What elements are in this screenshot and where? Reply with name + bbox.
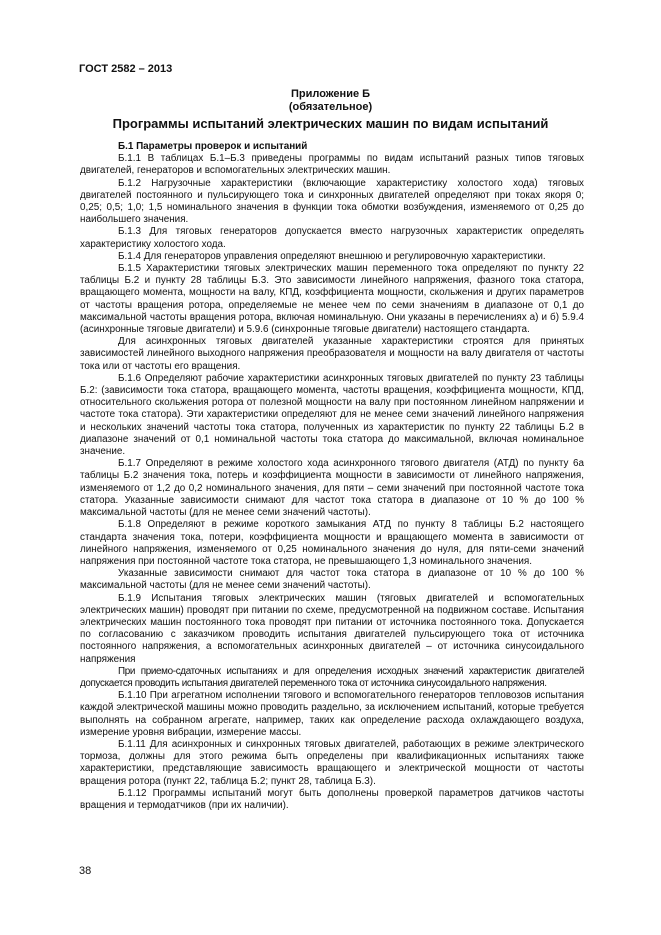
paragraph-b-1-9-note: При приемо-сдаточных испытаниях и для определения исходных значений характеристик двигателей допускается проводить испытания двигателей переменного тока от источника синусоидального напряжения. (80, 665, 584, 689)
paragraph-b-1-8: Б.1.8 Определяют в режиме короткого замыкания АТД по пункту 8 таблицы Б.2 настоящего стандарта значения тока, потери, коэффициента мощности и вращающего момента в зависимости от линейного напряжения, изменяемого от 0,25 номинального значения до нуля, для пяти-семи значений напряжения при постоянной частоте тока статора, не превышающего 1,3 номинального значения. (80, 519, 584, 567)
paragraph-b-1-3: Б.1.3 Для тяговых генераторов допускается вместо нагрузочных характеристик определять характеристику холостого хода. (80, 226, 584, 250)
page-number: 38 (79, 865, 92, 877)
paragraph-b-1-9: Б.1.9 Испытания тяговых электрических машин (тяговых двигателей и вспомогательных электрических машин) проводят при питании по схеме, предусмотренной на подвижном составе. Испытания электрических машин постоянного тока проводят при питании от источника постоянного тока. Допускается по согласованию с заказчиком проводить испытания двигателей пульсирующего тока от источника постоянного напряжения, а вспомогательных асинхронных двигателей – от источника синусоидального напряжения (80, 592, 584, 665)
appendix-status: (обязательное) (288, 101, 373, 113)
paragraph-b-1-8-note: Указанные зависимости снимают для частот тока статора в диапазоне от 10 % до 100 % максимальной частоты (для не менее семи значений частоты). (80, 568, 584, 592)
document-body (80, 141, 584, 812)
paragraph-b-1-12: Б.1.12 Программы испытаний могут быть дополнены проверкой параметров датчиков частоты вращения и термодатчиков (при их наличии). (80, 787, 584, 811)
appendix-label: Приложение Б (290, 88, 371, 100)
paragraph-b-1-10: Б.1.10 При агрегатном исполнении тягового и вспомогательного генераторов тепловозов испытания каждой электрической машины можно проводить раздельно, за исключением испытаний, которые требуется выполнять на собранном агрегате, например, таких как определение расхода охлаждающего воздуха, измерение уровня вибрации, измерение массы. (80, 690, 584, 738)
paragraph-b-1-4: Б.1.4 Для генераторов управления определяют внешнюю и регулировочную характеристики. (118, 250, 546, 262)
paragraph-b-1-5-note: Для асинхронных тяговых двигателей указанные характеристики строятся для принятых зависимостей линейного выходного напряжения преобразователя и мощности на валу двигателя от частоты тока или от частоты его вращения. (80, 336, 584, 372)
paragraph-b-1-2: Б.1.2 Нагрузочные характеристики (включающие характеристику холостого хода) тяговых двигателей постоянного и пульсирующего тока и синхронных двигателей определяют при токах якоря 0; 0,25; 0,5; 1,0; 1,5 номинального значения в функции тока обмотки возбуждения, изменяемого от 0,25 до наибольшего значения. (80, 177, 584, 226)
paragraph-b-1-11: Б.1.11 Для асинхронных и синхронных тяговых двигателей, работающих в режиме электрического тормоза, должны для этого режима быть определены при квалификационных испытаниях также характеристики, представляющие зависимость вращающего и электрической мощности от частоты вращения ротора (пункт 22, таблица Б.2; пункт 28, таблица Б.3). (80, 738, 584, 787)
standard-designation: ГОСТ 2582 – 2013 (79, 63, 173, 75)
paragraph-b-1-6: Б.1.6 Определяют рабочие характеристики асинхронных тяговых двигателей по пункту 23 таблицы Б.2: (зависимости тока статора, вращающего момента, частоты вращения, коэффициента мощности, КПД, относительного скольжения ротора от полезной мощности на валу при постоянном линейном напряжении и частоте тока статора). Эти характеристики определяют для не менее семи значений линейного напряжения и нескольких значений частоты тока статора, полученных из характеристик по пункту 22 таблицы Б.2 в диапазоне значений от 0,1 номинальной частоты тока статора до максимальной, включая номинальное значение. (80, 372, 584, 458)
appendix-title: Программы испытаний электрических машин по видам испытаний (112, 116, 549, 131)
section-heading: Б.1 Параметры проверок и испытаний (118, 141, 308, 152)
paragraph-b-1-5: Б.1.5 Характеристики тяговых электрических машин переменного тока определяют по пункту 22 таблицы Б.2 и пункту 28 таблицы Б.3. Это зависимости линейного напряжения, фазного тока статора, вращающего момента, мощности на валу, КПД, коэффициента мощности, скольжения и других параметров от частоты вращения ротора, определяемые не менее чем по семи значениям в диапазоне от 0,1 до максимальной частоты вращения ротора, включая номинальную. Они указаны в перечислениях а) и б) 5.9.4 (асинхронные тяговые двигатели) и 5.9.6 (синхронные тяговые двигатели) настоящего стандарта. (80, 263, 584, 336)
paragraph-b-1-7: Б.1.7 Определяют в режиме холостого хода асинхронного тягового двигателя (АТД) по пункту 6а таблицы Б.2 значения тока, потерь и коэффициента мощности в зависимости от линейного напряжения, изменяемого от 1,2 до 0,2 номинального значения, для пяти – семи значений при постоянной частоте тока статора. Указанные зависимости снимают для частот тока статора в диапазоне от 10 % до 100 % максимальной частоты (для не менее семи значений частоты). (80, 458, 584, 519)
paragraph-b-1-1: Б.1.1 В таблицах Б.1–Б.3 приведены программы по видам испытаний разных типов тяговых двигателей, генераторов и вспомогательных электрических машин. (80, 153, 584, 177)
